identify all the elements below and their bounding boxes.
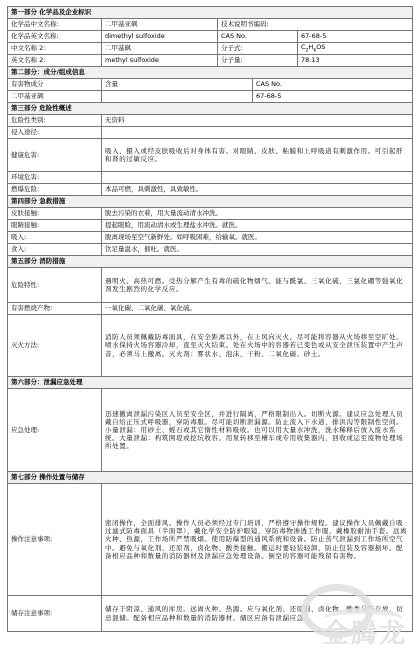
msds-table bbox=[7, 6, 413, 632]
eye-value: 提起眼睑，用流动清水或生理盐水冲洗。就医。 bbox=[102, 220, 413, 232]
combustion-product-label: 有害燃烧产物: bbox=[8, 303, 102, 315]
section-7-header: 第七部分 操作处置与储存 bbox=[8, 472, 413, 484]
route-label: 侵入途径: bbox=[8, 127, 102, 139]
health-label: 健康危害: bbox=[8, 139, 102, 172]
cas-value: 67-68-5 bbox=[298, 31, 413, 43]
storage-label: 储存注意事项: bbox=[8, 596, 102, 632]
storage-value: 储存于阴凉、通风的库房。远离火种、热源。应与氧化剂、还原剂、卤化物、酸类分开存放，切忌混储。配备相应品种和数量的消防器材。储区应备有泄漏应急 bbox=[102, 596, 413, 632]
cn-name-value: 二甲基亚砜 bbox=[102, 19, 218, 31]
en-name-label: 化学品英文名称: bbox=[8, 31, 102, 43]
section-2-header: 第二部分：成分/组成信息 bbox=[8, 67, 413, 79]
health-value: 吸入、摄入或经皮肤吸收后对身体有害。对眼睛、皮肤、粘膜和上呼吸道有刺激作用。可引起肝和肾的过敏反应。 bbox=[102, 139, 413, 172]
section-6-header: 第六部分：泄漏应急处理 bbox=[8, 377, 413, 389]
en-name2-label: 英文名称 2： bbox=[8, 55, 102, 67]
en-name2-value: methyl sulfoxide bbox=[102, 55, 218, 67]
fire-char-label: 危险特性: bbox=[8, 268, 102, 303]
hazard-category-value: 无资料 bbox=[102, 115, 413, 127]
content-label: 含量 bbox=[102, 79, 253, 91]
section-4-header: 第四部分 急救措施 bbox=[8, 196, 413, 208]
fire-hazard-label: 燃爆危险: bbox=[8, 184, 102, 196]
cn-name2-value: 二甲基砜 bbox=[102, 43, 218, 55]
mw-label: 分子量: bbox=[218, 55, 298, 67]
inhale-value: 脱离现场至空气新鲜处。如呼吸困难，给输氧。就医。 bbox=[102, 232, 413, 244]
formula-value: $C_2H_6OS$ bbox=[298, 43, 413, 55]
inhale-label: 吸入: bbox=[8, 232, 102, 244]
harmful-label: 有害物成分 bbox=[8, 79, 102, 91]
section-3-header: 第三部分 危险性概述 bbox=[8, 103, 413, 115]
route-value bbox=[102, 127, 413, 139]
env-label: 环境危害: bbox=[8, 172, 102, 184]
eye-label: 眼睛接触: bbox=[8, 220, 102, 232]
cas-label: CAS No. bbox=[218, 31, 298, 43]
ingest-value: 饮足量温水，催吐。就医。 bbox=[102, 244, 413, 256]
substance-value: 二甲基亚砜 bbox=[8, 91, 102, 103]
tech-code-label: 技术说明书编码: bbox=[218, 19, 413, 31]
watermark-text: 金腾龙 bbox=[323, 619, 408, 649]
env-value bbox=[102, 172, 413, 184]
composition-cas-value: 67-68-5 bbox=[253, 91, 413, 103]
cn-name-label: 化学品中文名称: bbox=[8, 19, 102, 31]
composition-cas-label: CAS No. bbox=[253, 79, 413, 91]
fire-hazard-value: 本品可燃，具刺激性，具致敏性。 bbox=[102, 184, 413, 196]
leak-value: 迅速撤离泄漏污染区人员至安全区，并进行隔离，严格限制出入。切断火源。建议应急处理人员戴自给正压式呼吸器，穿防毒服。尽可能切断泄漏源。防止流入下水道、排洪沟等限制性空间。小量泄漏：用砂土、蛭石或其它惰性材料吸收。也可以用大量水冲洗，洗水稀释后放入废水系统。大量泄漏：构筑围堤或挖坑收容。用泵转移至槽车或专用收集器内，回收或运至废物处理场所处置。 bbox=[102, 389, 413, 472]
extinguish-label: 灭火方法: bbox=[8, 315, 102, 377]
combustion-product-value: 一氧化碳、二氧化碳、氧化硫。 bbox=[102, 303, 413, 315]
content-value bbox=[102, 91, 253, 103]
ingest-label: 食入: bbox=[8, 244, 102, 256]
skin-label: 皮肤接触: bbox=[8, 208, 102, 220]
operation-label: 操作注意事项: bbox=[8, 484, 102, 596]
skin-value: 脱去污染的衣着，用大量流动清水冲洗。 bbox=[102, 208, 413, 220]
section-5-header: 第五部分 消防措施 bbox=[8, 256, 413, 268]
fire-char-value: 遇明火、高热可燃。受热分解产生有毒的硫化物烟气。能与酰氯、三氧化硫、三氯化硼等强氧化剂发生剧烈的化学反应。 bbox=[102, 268, 413, 303]
section-1-header: 第一部分 化学品及企业标识 bbox=[8, 7, 413, 19]
formula-label: 分子式: bbox=[218, 43, 298, 55]
hazard-category-label: 危险性类别: bbox=[8, 115, 102, 127]
cn-name2-label: 中文名称 2： bbox=[8, 43, 102, 55]
operation-value: 密闭操作，全面排风。操作人员必须经过专门培训，严格遵守操作规程。建议操作人员佩戴自吸过滤式防毒面具（半面罩），戴化学安全防护眼镜，穿防毒物渗透工作服，戴橡胶耐油手套。远离火种、热源，工作场所严禁吸烟。使用防爆型的通风系统和设备。防止蒸气泄漏到工作场所空气中。避免与氧化剂、还原剂、卤化物、酸类接触。搬运时要轻装轻卸，防止包装及容器损坏。配备相应品种和数量的消防器材及泄漏应急处理设备。倒空的容器可能残留有害物。 bbox=[102, 484, 413, 596]
extinguish-value: 消防人员须佩戴防毒面具，在安全距离以外，在上风向灭火。尽可能将容器从火场移至空旷处。喷水保持火场容器冷却，直至灭火结束。处在火场中的容器若已变色或从安全泄压装置中产生声音，必须马上撤离。灭火剂：雾状水、泡沫、干粉、二氧化碳、砂土。 bbox=[102, 315, 413, 377]
leak-label: 应急处理: bbox=[8, 389, 102, 472]
mw-value: 78.13 bbox=[298, 55, 413, 67]
en-name-value: dimethyl sulfoxide bbox=[102, 31, 218, 43]
